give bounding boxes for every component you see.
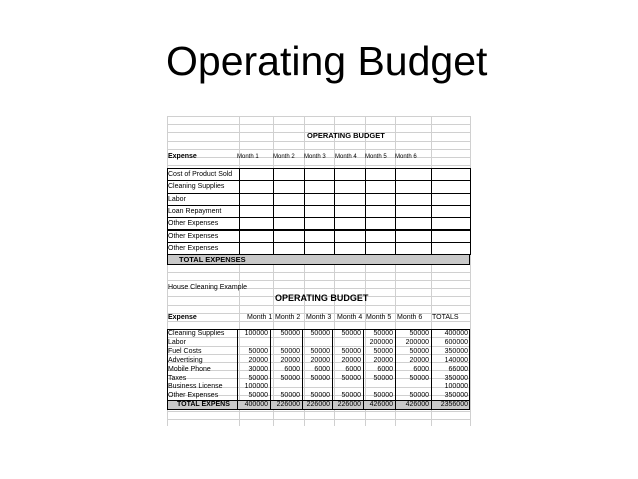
template-value-cell bbox=[431, 242, 471, 255]
example-value: 200000 bbox=[405, 338, 429, 346]
template-value-cell bbox=[395, 193, 432, 206]
template-value-cell bbox=[334, 242, 366, 255]
template-month-header: Month 5 bbox=[365, 154, 387, 160]
template-month-header: Month 2 bbox=[273, 154, 295, 160]
gridline-row bbox=[167, 272, 470, 273]
template-row-label: Loan Repayment bbox=[168, 207, 222, 215]
template-value-cell bbox=[239, 242, 274, 255]
example-column-header: Month 6 bbox=[397, 314, 423, 321]
template-heading: OPERATING BUDGET bbox=[307, 131, 385, 140]
example-value: 50000 bbox=[409, 374, 429, 382]
template-value-cell bbox=[273, 242, 305, 255]
example-value: 50000 bbox=[341, 330, 361, 337]
example-value: 20000 bbox=[248, 356, 268, 364]
template-value-cell bbox=[334, 180, 366, 193]
template-value-cell bbox=[365, 180, 396, 193]
gridline-row bbox=[167, 280, 470, 281]
template-month-header: Month 4 bbox=[335, 154, 357, 160]
example-column-header: Month 2 bbox=[275, 314, 301, 321]
template-value-cell bbox=[273, 205, 305, 218]
example-value: 20000 bbox=[373, 356, 393, 364]
template-value-cell bbox=[365, 217, 396, 230]
template-row-label: Labor bbox=[168, 195, 186, 203]
example-value: 50000 bbox=[373, 347, 393, 355]
template-value-cell bbox=[239, 168, 274, 181]
example-value: 100000 bbox=[244, 383, 268, 391]
template-value-cell bbox=[304, 205, 335, 218]
template-value-cell bbox=[365, 168, 396, 181]
gridline-row bbox=[167, 124, 470, 125]
template-value-cell bbox=[304, 193, 335, 206]
example-value: 400000 bbox=[444, 330, 468, 337]
example-total-value: 226000 bbox=[276, 401, 300, 409]
template-value-cell bbox=[395, 168, 432, 181]
example-value: 50000 bbox=[280, 374, 300, 382]
example-value: 50000 bbox=[409, 330, 429, 337]
example-value: 50000 bbox=[310, 330, 330, 337]
example-value: 66000 bbox=[448, 365, 468, 373]
example-value: 6000 bbox=[284, 365, 300, 373]
gridline-row bbox=[167, 116, 470, 117]
template-expense-label: Expense bbox=[168, 153, 197, 160]
template-value-cell bbox=[395, 242, 432, 255]
example-value: 140000 bbox=[444, 356, 468, 364]
example-col-separator bbox=[332, 329, 333, 409]
example-column-header: TOTALS bbox=[432, 314, 459, 321]
example-value: 50000 bbox=[248, 374, 268, 382]
template-value-cell bbox=[334, 205, 366, 218]
example-value: 50000 bbox=[373, 374, 393, 382]
template-value-cell bbox=[239, 217, 274, 230]
example-value: 100000 bbox=[244, 330, 268, 337]
gridline-row bbox=[167, 149, 470, 150]
example-column-header: Month 3 bbox=[306, 314, 332, 321]
example-row-label: Other Expenses bbox=[168, 392, 219, 400]
example-expense-label: Expense bbox=[168, 314, 197, 321]
template-value-cell bbox=[365, 230, 396, 243]
example-value: 20000 bbox=[409, 356, 429, 364]
example-value: 50000 bbox=[280, 347, 300, 355]
template-row-label: Other Expenses bbox=[168, 244, 219, 252]
template-month-header: Month 3 bbox=[304, 154, 326, 160]
example-caption: House Cleaning Example bbox=[168, 284, 247, 291]
template-value-cell bbox=[334, 217, 366, 230]
example-value: 350000 bbox=[444, 374, 468, 382]
template-value-cell bbox=[395, 230, 432, 243]
template-row-label: Other Expenses bbox=[168, 220, 219, 228]
example-value: 50000 bbox=[409, 347, 429, 355]
template-value-cell bbox=[239, 180, 274, 193]
example-total-value: 400000 bbox=[244, 401, 268, 409]
template-value-cell bbox=[395, 205, 432, 218]
slide-title: Operating Budget bbox=[166, 38, 488, 84]
example-value: 50000 bbox=[310, 374, 330, 382]
template-value-cell bbox=[273, 217, 305, 230]
example-total-value: 426000 bbox=[369, 401, 393, 409]
example-column-header: Month 5 bbox=[366, 314, 392, 321]
template-value-cell bbox=[365, 205, 396, 218]
example-total-value: 426000 bbox=[405, 401, 429, 409]
template-value-cell bbox=[273, 180, 305, 193]
template-row-label: Other Expenses bbox=[168, 232, 219, 240]
example-value: 50000 bbox=[341, 347, 361, 355]
spreadsheet bbox=[167, 116, 470, 426]
example-value: 6000 bbox=[345, 365, 361, 373]
template-value-cell bbox=[304, 168, 335, 181]
example-total-label: TOTAL EXPENS bbox=[177, 401, 230, 409]
template-value-cell bbox=[431, 205, 471, 218]
example-row-label: Advertising bbox=[168, 356, 203, 364]
example-col-separator bbox=[431, 329, 432, 409]
template-month-header: Month 6 bbox=[395, 154, 417, 160]
example-value: 50000 bbox=[373, 330, 393, 337]
example-heading: OPERATING BUDGET bbox=[275, 293, 369, 303]
example-row-label: Labor bbox=[168, 338, 186, 346]
example-col-separator bbox=[237, 329, 238, 409]
example-value: 50000 bbox=[341, 392, 361, 400]
template-value-cell bbox=[334, 193, 366, 206]
gridline-row bbox=[167, 411, 470, 412]
example-value: 50000 bbox=[280, 330, 300, 337]
example-value: 100000 bbox=[444, 383, 468, 391]
example-value: 50000 bbox=[373, 392, 393, 400]
example-value: 50000 bbox=[248, 392, 268, 400]
template-value-cell bbox=[239, 205, 274, 218]
example-value: 6000 bbox=[377, 365, 393, 373]
template-value-cell bbox=[334, 168, 366, 181]
template-value-cell bbox=[304, 217, 335, 230]
template-value-cell bbox=[304, 230, 335, 243]
example-col-separator bbox=[363, 329, 364, 409]
template-value-cell bbox=[431, 230, 471, 243]
template-value-cell bbox=[273, 230, 305, 243]
example-value: 350000 bbox=[444, 392, 468, 400]
template-value-cell bbox=[273, 168, 305, 181]
example-row-label: Fuel Costs bbox=[168, 347, 202, 355]
example-value: 50000 bbox=[310, 347, 330, 355]
example-value: 20000 bbox=[341, 356, 361, 364]
example-row-label: Cleaning Supplies bbox=[168, 330, 225, 337]
template-row-label: Cleaning Supplies bbox=[168, 183, 225, 191]
template-value-cell bbox=[431, 180, 471, 193]
example-value: 50000 bbox=[310, 392, 330, 400]
example-row-label: Business License bbox=[168, 383, 223, 391]
template-value-cell bbox=[304, 242, 335, 255]
example-col-separator bbox=[302, 329, 303, 409]
template-month-header: Month 1 bbox=[237, 154, 259, 160]
example-value: 6000 bbox=[314, 365, 330, 373]
example-value: 50000 bbox=[280, 392, 300, 400]
template-value-cell bbox=[365, 242, 396, 255]
gridline-row bbox=[167, 165, 470, 166]
template-value-cell bbox=[365, 193, 396, 206]
example-value: 600000 bbox=[444, 338, 468, 346]
example-value: 50000 bbox=[409, 392, 429, 400]
example-col-separator bbox=[270, 329, 271, 409]
example-value: 6000 bbox=[413, 365, 429, 373]
template-value-cell bbox=[239, 193, 274, 206]
example-value: 20000 bbox=[280, 356, 300, 364]
template-value-cell bbox=[431, 217, 471, 230]
example-value: 20000 bbox=[310, 356, 330, 364]
example-value: 200000 bbox=[369, 338, 393, 346]
template-total-label: TOTAL EXPENSES bbox=[179, 255, 246, 265]
example-column-header: Month 1 bbox=[247, 314, 273, 321]
example-total-value: 226000 bbox=[306, 401, 330, 409]
template-row-label: Cost of Product Sold bbox=[168, 171, 233, 178]
example-value: 50000 bbox=[341, 374, 361, 382]
template-value-cell bbox=[334, 230, 366, 243]
template-value-cell bbox=[395, 217, 432, 230]
template-value-cell bbox=[431, 193, 471, 206]
example-total-value: 2356000 bbox=[440, 401, 468, 409]
template-value-cell bbox=[273, 193, 305, 206]
template-value-cell bbox=[304, 180, 335, 193]
example-col-separator bbox=[395, 329, 396, 409]
gridline-col bbox=[470, 116, 471, 426]
template-value-cell bbox=[239, 230, 274, 243]
example-value: 350000 bbox=[444, 347, 468, 355]
gridline-row bbox=[167, 419, 470, 420]
example-value: 50000 bbox=[248, 347, 268, 355]
example-row-label: Mobile Phone bbox=[168, 365, 211, 373]
template-value-cell bbox=[431, 168, 471, 181]
example-total-value: 226000 bbox=[337, 401, 361, 409]
example-column-header: Month 4 bbox=[337, 314, 363, 321]
example-value: 30000 bbox=[248, 365, 268, 373]
example-row-label: Taxes bbox=[168, 374, 187, 382]
template-value-cell bbox=[395, 180, 432, 193]
